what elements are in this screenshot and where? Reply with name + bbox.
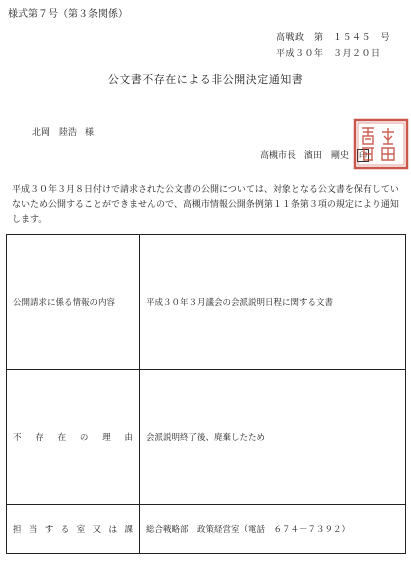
document-number: 高戦政 第 １５４５ 号	[276, 33, 391, 43]
table-row	[7, 370, 406, 505]
sender-seal-char: 印	[359, 151, 368, 160]
recipient-name: 北岡 陸浩	[32, 128, 78, 138]
row-value: 総合戦略部 政策経営室（電話 ６７４－７３９２）	[140, 505, 406, 554]
sender-name: 濱田 剛史	[304, 151, 350, 161]
body-paragraph: 平成３０年３月８日付けで請求された公文書の公開については、対象となる公文書を保有していないため公開することができませんので、高槻市情報公開条例第１１条第３項の規定により通知します。	[12, 185, 399, 225]
info-table	[6, 234, 406, 554]
document-date: 平成３０年 ３月２０日	[276, 49, 381, 59]
row-label: 担当する室又は課	[7, 505, 140, 554]
row-value: 平成３０年３月議会の会派説明日程に関する文書	[140, 235, 406, 370]
row-label: 不存在の理由	[7, 370, 140, 505]
document-title: 公文書不存在による非公開決定通知書	[107, 73, 304, 86]
sender-title: 高槻市長	[260, 151, 297, 161]
recipient	[32, 125, 94, 138]
table-row	[7, 505, 406, 554]
form-number: 様式第７号（第３条関係）	[8, 9, 128, 20]
table-row	[7, 235, 406, 370]
row-label: 公開請求に係る情報の内容	[7, 235, 140, 370]
official-seal-icon	[352, 118, 410, 170]
recipient-honorific: 様	[85, 128, 95, 138]
row-value: 会派説明終了後、廃棄したため	[140, 370, 406, 505]
